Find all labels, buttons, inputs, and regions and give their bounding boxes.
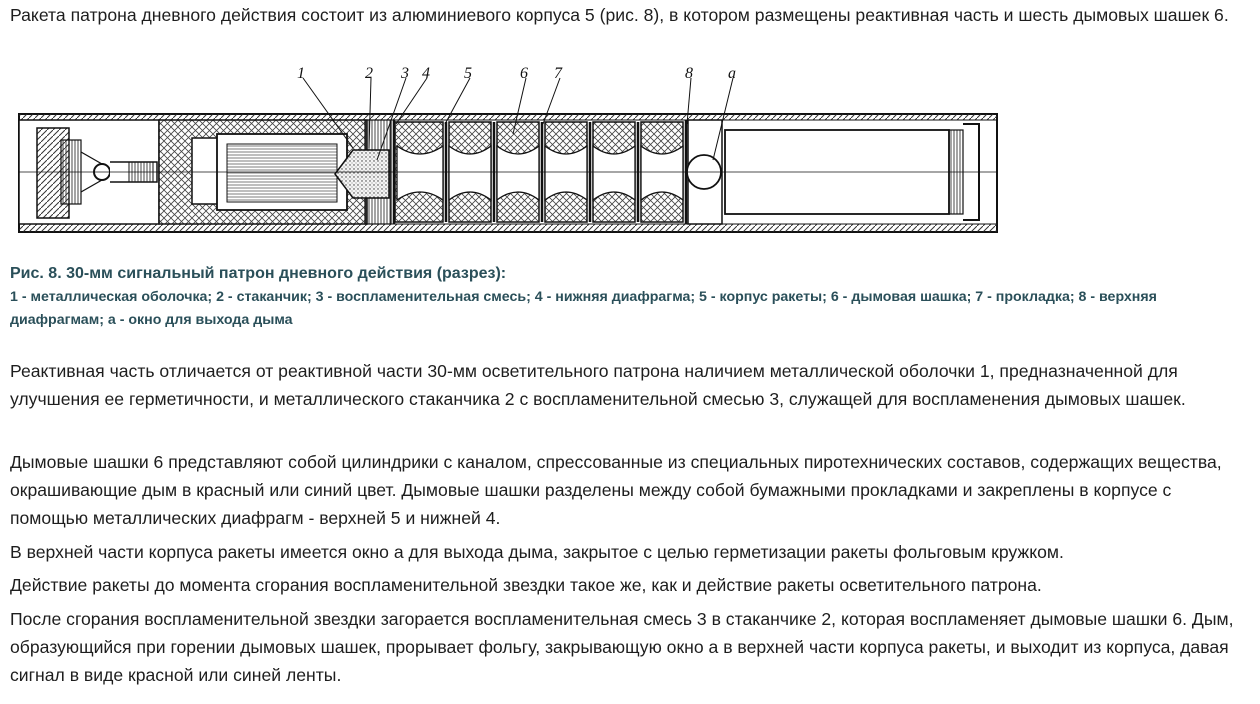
callout-a: а	[728, 65, 736, 82]
callout-3: 3	[401, 65, 409, 82]
intro-paragraph: Ракета патрона дневного действия состоит из алюминиевого корпуса 5 (рис. 8), в котором размещены реактивная часть и шесть дымовых шашек 6.	[10, 5, 1229, 25]
paragraph: После сгорания воспламенительной звездки загорается воспламенительная смесь 3 в стаканчике 2, которая воспламеняет дымовые шашки 6. Дым, образующийся при горении дымовых шашек, прорывает фольгу, закрывающую окно а в верхней части корпуса ракеты, и выходит из корпуса, давая сигнал в виде красной или синей ленты.	[10, 609, 1234, 685]
paragraph: Реактивная часть отличается от реактивной части 30-мм осветительного патрона наличием металлической оболочки 1, предназначенной для улучшения ее герметичности, и металлического стаканчика 2 с воспламенительной смесью 3, служащей для воспламенения дымовых шашек.	[10, 361, 1186, 409]
caption-title: Рис. 8. 30-мм сигнальный патрон дневного действия (разрез):	[10, 265, 507, 282]
paragraph: В верхней части корпуса ракеты имеется окно а для выхода дыма, закрытое с целью герметизации ракеты фольговым кружком.	[10, 542, 1064, 562]
callout-6: 6	[520, 65, 528, 82]
callout-2: 2	[365, 65, 373, 82]
callout-7: 7	[554, 65, 562, 82]
callout-4: 4	[422, 65, 430, 82]
paragraph: Дымовые шашки 6 представляют собой цилиндрики с каналом, спрессованные из специальных пиротехнических составов, содержащих вещества, окрашивающие дым в красный или синий цвет. Дымовые шашки разделены между собой бумажными прокладками и закреплены в корпусе с помощью металлических диафрагм - верхней 5 и нижней 4.	[10, 452, 1222, 528]
caption-legend: 1 - металлическая оболочка; 2 - стаканчик; 3 - воспламенительная смесь; 4 - нижняя диафрагма; 5 - корпус ракеты; 6 - дымовая шашка; 7 - прокладка; 8 - верхняя диафрагмам; а - окно для выхода дыма	[10, 289, 1157, 328]
callout-8: 8	[685, 65, 693, 82]
cartridge-cross-section-drawing	[17, 64, 1001, 248]
callout-1: 1	[297, 65, 305, 82]
figure-caption	[10, 262, 1254, 332]
callout-5: 5	[464, 65, 472, 82]
paragraph: Действие ракеты до момента сгорания воспламенительной звездки такое же, как и действие ракеты осветительного патрона.	[10, 575, 1042, 595]
